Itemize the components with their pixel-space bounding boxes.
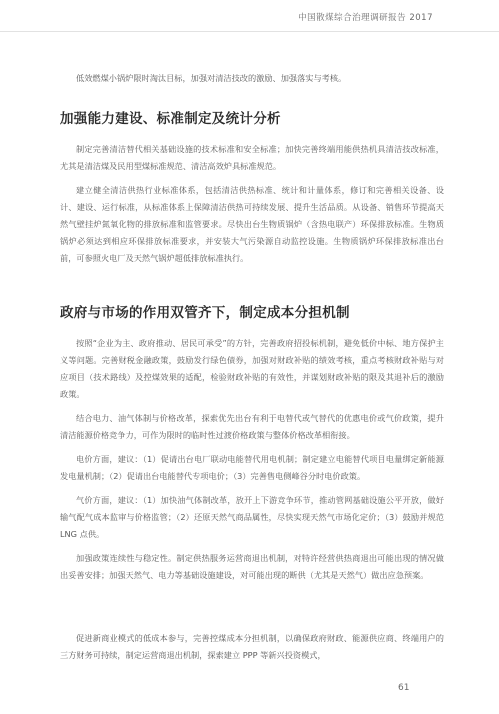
- header-divider: [0, 31, 499, 32]
- paragraph: 气价方面，建议：（1）加快油气体制改革，放开上下游竞争环节，推动管网基础设施公平开放，做好输气配气成本监审与价格监管；（2）还原天然气商品属性，尽快实现天然气市场化定价；（3）鼓励并规范 LNG 点供。: [60, 495, 444, 539]
- paragraph: 按照“企业为主、政府推动、居民可承受”的方针，完善政府招投标机制，避免低价中标、地方保护主义等问题。完善财税金融政策，鼓励发行绿色债券，加强对财政补贴的绩效考核，重点考核财政补贴与对应项目（技术路线）及控煤效果的适配，检验财政补贴的有效性，并谋划财政补贴的限及其退补后的激励政策。: [60, 338, 444, 399]
- document-body: [60, 70, 444, 664]
- page-number: 61: [398, 683, 410, 693]
- paragraph: 建立健全清洁供热行业标准体系，包括清洁供热标准、统计和计量体系，修订和完善相关设备、设计、建设、运行标准，从标准体系上保障清洁供热可持续发展、提升生活品质。从设备、销售环节提高天然气壁挂炉氮氧化物的排放标准和监管要求。尽快出台生物质锅炉（含热电联产）环保排放标准。生物质锅炉必须达到相应环保排放标准要求，并安装大气污染源自动监控设施。生物质锅炉环保排放标准出台前，可参照火电厂及天然气锅炉超低排放标准执行。: [60, 185, 444, 263]
- section-heading-capacity: 加强能力建设、标准制定及统计分析: [60, 111, 281, 127]
- paragraph: 电价方面，建议：（1）促请出台电厂联动电能替代用电机制；制定建立电能替代项目电量绑定新能源发电量机制；（2）促请出台电能替代专项电价；（3）完善售电侧峰谷分时电价政策。: [60, 454, 444, 481]
- paragraph: 制定完善清洁替代相关基础设施的技术标准和安全标准；加快完善终端用能供热机具清洁技改标准，尤其是清洁煤及民用型煤标准规范、清洁高效炉具标准规范。: [60, 144, 444, 171]
- paragraph: 促进新商业模式的低成本参与，完善控煤成本分担机制，以确保政府财政、能源供应商、终端用户的三方财务可持续，制定运营商退出机制，探索建立 PPP 等新兴投资模式，: [60, 633, 444, 660]
- page-header: [0, 0, 499, 32]
- section-heading-cost-sharing: 政府与市场的作用双管齐下，制定成本分担机制: [60, 305, 350, 321]
- intro-paragraph: 低效燃煤小锅炉限时淘汰目标，加强对清洁技改的激励、加强落实与考核。: [76, 73, 347, 83]
- header-title: 中国散煤综合治理调研报告 2017: [298, 13, 433, 23]
- paragraph: 加强政策连续性与稳定性。制定供热服务运营商退出机制，对特许经营供热商退出可能出现的情况做出妥善安排；加强天然气、电力等基础设施建设，对可能出现的断供（尤其是天然气）做出应急预案。: [60, 553, 444, 580]
- paragraph: 结合电力、油气体制与价格改革，探索优先出台有利于电替代或气替代的优惠电价或气价政策，提升清洁能源价格竞争力，可作为限时的临时性过渡价格政策与整体价格改革相衔接。: [60, 413, 444, 440]
